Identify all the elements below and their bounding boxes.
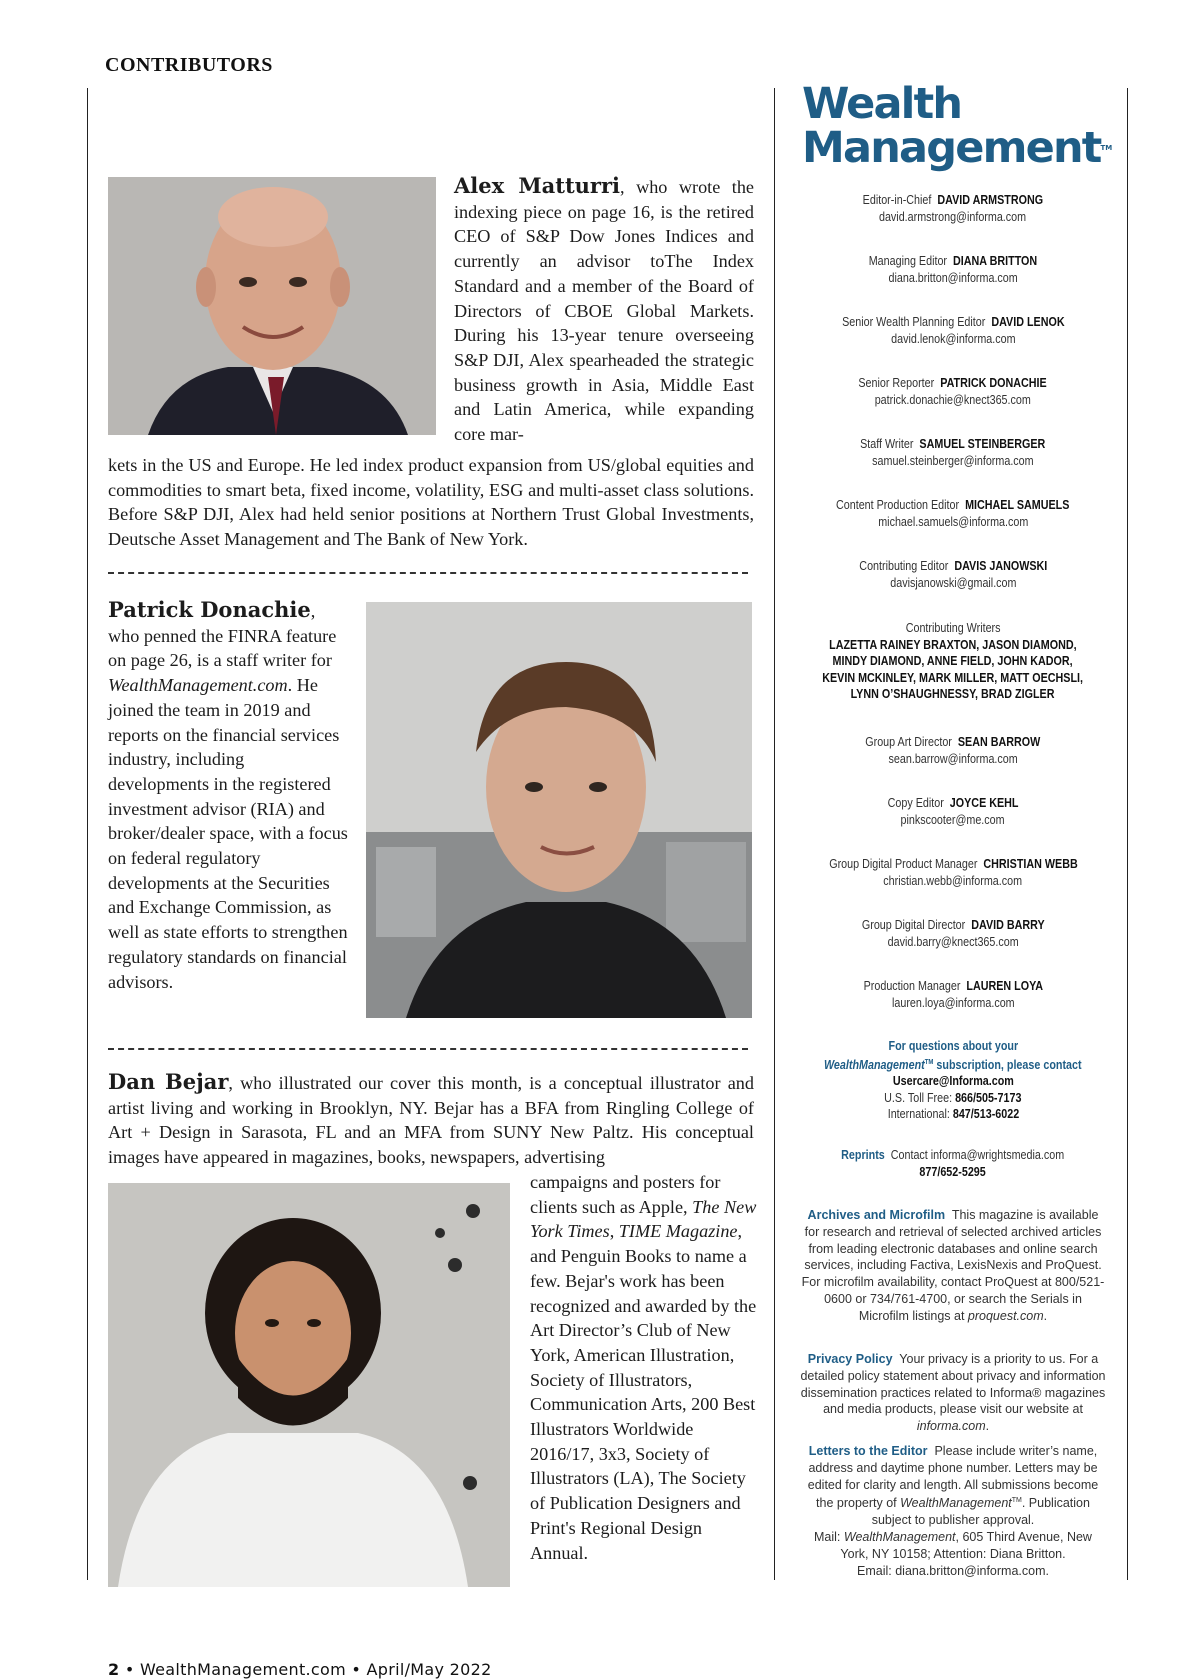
staff-email: david.lenok@informa.com [890,332,1016,346]
bejar-bio-rest-a: campaigns and posters for clients such as Apple, [530,1172,721,1217]
staff-entry [780,917,1126,951]
donachie-bio-text-b: . He joined the team in 2019 and reports on the financial services industry, including developments in the registered investment advisor (RIA) and broker/dealer space, with a focus on federal regulatory developments at the Securities and Exchange Commission, as well as state efforts to strengthen regulatory standards on financial advisors. [108,675,348,992]
reprints-label: Reprints [841,1148,886,1162]
donachie-name: Patrick Donachie [108,597,311,622]
subscription-email: Usercare@Informa.com [892,1074,1014,1089]
matturri-bio-rest [108,453,754,552]
staff-entry [780,795,1126,829]
privacy-label: Privacy Policy [807,1352,893,1366]
logo-line-2: Management [802,123,1101,173]
staff-entry [780,253,1126,287]
matturri-name: Alex Matturri [454,173,621,198]
contributing-writers [780,620,1126,703]
logo-tm: TM [1100,144,1113,152]
letters-text: Please include writer’s name, address and daytime phone number. Letters may be edited for clarity and length. All submissions become the property of [807,1444,1099,1511]
donachie-bio [108,598,348,994]
staff-name: SAMUEL STEINBERGER [919,437,1046,451]
privacy-end: . [985,1419,990,1434]
staff-email: sean.barrow@informa.com [888,752,1018,766]
bejar-bio-italic-1: The New York Times [530,1196,757,1242]
matturri-bio-lead-text: , who wrote the indexing piece on page 16, is the retired CEO of S&P Dow Jones Indices and currently an advisor toThe Index Standard and a member of the Board of Directors of CBOE Global Markets. During his 13-year tenure overseeing S&P DJI, Alex spearheaded the strategic business growth in Asia, Middle East and Latin America, while expanding core mar- [454,177,754,445]
staff-email: samuel.steinberger@informa.com [872,454,1034,468]
bejar-photo [108,1183,510,1587]
staff-name: JOYCE KEHL [949,796,1019,810]
staff-entry [780,497,1126,531]
staff-name: DAVID ARMSTRONG [937,193,1044,207]
staff-role: Copy Editor [887,796,944,810]
staff-email: pinkscooter@me.com [900,813,1006,827]
letters-brand: WealthManagement [900,1496,1012,1511]
matturri-bio-lead [454,174,754,447]
staff-entry [780,192,1126,226]
letters-info [800,1443,1106,1580]
bejar-bio-sep: , [609,1221,619,1242]
donachie-bio-italic: WealthManagement.com [108,675,288,696]
bejar-bio-lead-text: , who illustrated our cover this month, is a conceptual illustrator and artist living and working in Brooklyn, NY. Bejar has a BFA from Ringling College of Art + Design in Sarasota, FL and an MFA from SUNY New Paltz. His conceptual images have appeared in magazines, books, newspapers, advertising [108,1073,754,1168]
letters-mail: , 605 Third Avenue, New York, NY 10158; Attention: Diana Britton. [840,1530,1092,1561]
staff-role: Group Digital Product Manager [828,857,977,871]
staff-role: Group Digital Director [861,918,965,932]
staff-name: PATRICK DONACHIE [940,376,1048,390]
staff-name: DAVID BARRY [970,918,1045,932]
letters-mail-label: Mail: [814,1530,844,1545]
wealth-management-logo [802,79,1113,173]
letters-mail-brand: WealthManagement [843,1530,956,1545]
footer-sep: • [119,1660,140,1679]
staff-email: diana.britton@informa.com [888,271,1018,285]
staff-entry [780,436,1126,470]
bejar-name: Dan Bejar [108,1069,229,1094]
donachie-bio-text-a: , who penned the FINRA feature on page 26, is a staff writer for [108,601,337,671]
staff-email: christian.webb@informa.com [883,874,1023,888]
archives-link: proquest.com [967,1308,1044,1323]
masthead-right-rule [1127,88,1128,1580]
archives-info [800,1207,1106,1325]
contributing-writers-line: KEVIN MCKINLEY, MARK MILLER, MATT OECHSLI, [822,670,1084,685]
left-column-rule [87,88,88,1580]
bejar-bio-rest-b: , and Penguin Books to name a few. Bejar's work has been recognized and awarded by the Art Director’s Club of New York, American Illustration, Society of Illustrators, Communication Arts, 200 Best Illustrators Worldwide 2016/17, 3x3, Society of Illustrators (LA), The Society of Publication Designers and Print's Regional Design Annual. [530,1221,757,1563]
staff-name: DAVIS JANOWSKI [954,559,1047,573]
staff-name: DAVID LENOK [990,315,1065,329]
subscription-info [780,1038,1126,1123]
contributing-writers-line: LYNN O’SHAUGHNESSY, BRAD ZIGLER [851,687,1055,701]
page-footer [108,1660,492,1679]
letters-tm: TM [1011,1497,1022,1505]
staff-entry [780,558,1126,592]
page-number: 2 [108,1660,120,1679]
footer-issue: April/May 2022 [366,1660,492,1679]
logo-line-1: Wealth [802,79,962,129]
staff-email: david.armstrong@informa.com [879,210,1027,224]
staff-role: Senior Wealth Planning Editor [841,315,985,329]
donachie-photo [366,602,752,1018]
section-label: CONTRIBUTORS [105,54,273,76]
staff-role: Content Production Editor [836,498,960,512]
archives-text: This magazine is available for research and retrieval of selected archived articles from leading electronic databases and online search services, including Factiva, LexisNexis and ProQuest. For microfilm availability, contact ProQuest at 800/521-0600 or 734/761-4700, or search the Serials in Microfilm listings at [801,1208,1105,1323]
staff-role: Contributing Editor [858,559,949,573]
staff-role: Staff Writer [860,437,914,451]
privacy-info [796,1351,1110,1435]
letters-email: Email: diana.britton@informa.com. [857,1563,1049,1578]
contributing-writers-line: LAZETTA RAINEY BRAXTON, JASON DIAMOND, [829,637,1077,652]
staff-email: davisjanowski@gmail.com [889,576,1017,590]
staff-entry [780,734,1126,768]
reprints-text: Contact informa@wrightsmedia.com [891,1148,1065,1162]
privacy-text: Your privacy is a priority to us. For a detailed policy statement about privacy and information dissemination practices related to Informa® magazines and media products, please visit our website at [800,1352,1106,1417]
staff-role: Managing Editor [868,254,948,268]
staff-email: michael.samuels@informa.com [877,515,1029,529]
divider [108,1048,748,1050]
staff-entry [780,978,1126,1012]
bejar-bio-rest [530,1170,758,1565]
contributing-writers-line: MINDY DIAMOND, ANNE FIELD, JOHN KADOR, [832,654,1074,668]
bejar-bio-lead [108,1070,754,1170]
staff-name: MICHAEL SAMUELS [965,498,1070,512]
footer-sep: • [346,1660,367,1679]
staff-role: Editor-in-Chief [862,193,932,207]
masthead-left-rule [774,88,775,1580]
privacy-link: informa.com [916,1419,986,1434]
staff-entry [780,375,1126,409]
divider [108,572,748,574]
intl-label: International: [887,1107,953,1122]
staff-name: LAUREN LOYA [966,979,1043,993]
archives-label: Archives and Microfilm [807,1208,946,1222]
letters-label: Letters to the Editor [808,1444,928,1458]
staff-name: CHRISTIAN WEBB [982,857,1078,871]
matturri-photo [108,177,436,435]
staff-role: Production Manager [863,979,961,993]
letters-text-2: . Publication subject to publisher approval. [871,1496,1090,1528]
reprints-phone: 877/652-5295 [919,1165,987,1179]
staff-email: patrick.donachie@knect365.com [874,393,1032,407]
tollfree-label: U.S. Toll Free: [884,1090,956,1105]
subscription-brand: WealthManagement [824,1057,925,1072]
staff-role: Group Art Director [865,735,953,749]
staff-name: DIANA BRITTON [953,254,1038,268]
contributing-writers-label: Contributing Writers [905,621,1001,635]
staff-email: david.barry@knect365.com [887,935,1019,949]
archives-end: . [1043,1308,1048,1323]
tollfree-number: 866/505-7173 [955,1090,1022,1105]
staff-entry [780,856,1126,890]
staff-entry [780,314,1126,348]
footer-site: WealthManagement.com [139,1660,346,1679]
subscription-line-1: For questions about your [888,1039,1018,1053]
subscription-line-2: subscription, please contact [933,1057,1082,1072]
staff-role: Senior Reporter [858,376,935,390]
matturri-bio-rest-text: kets in the US and Europe. He led index product expansion from US/global equities and commodities to smart beta, fixed income, volatility, ESG and multi-asset class solutions. Before S&P DJI, Alex had held senior positions at Northern Trust Global Investments, Deutsche Asset Management and The Bank of New York. [108,455,754,550]
intl-number: 847/513-6022 [952,1107,1019,1122]
staff-name: SEAN BARROW [958,735,1041,749]
staff-email: lauren.loya@informa.com [891,996,1015,1010]
bejar-bio-italic-2: TIME Magazine [618,1221,738,1242]
subscription-tm: TM [924,1058,934,1066]
reprints-info [780,1147,1126,1181]
